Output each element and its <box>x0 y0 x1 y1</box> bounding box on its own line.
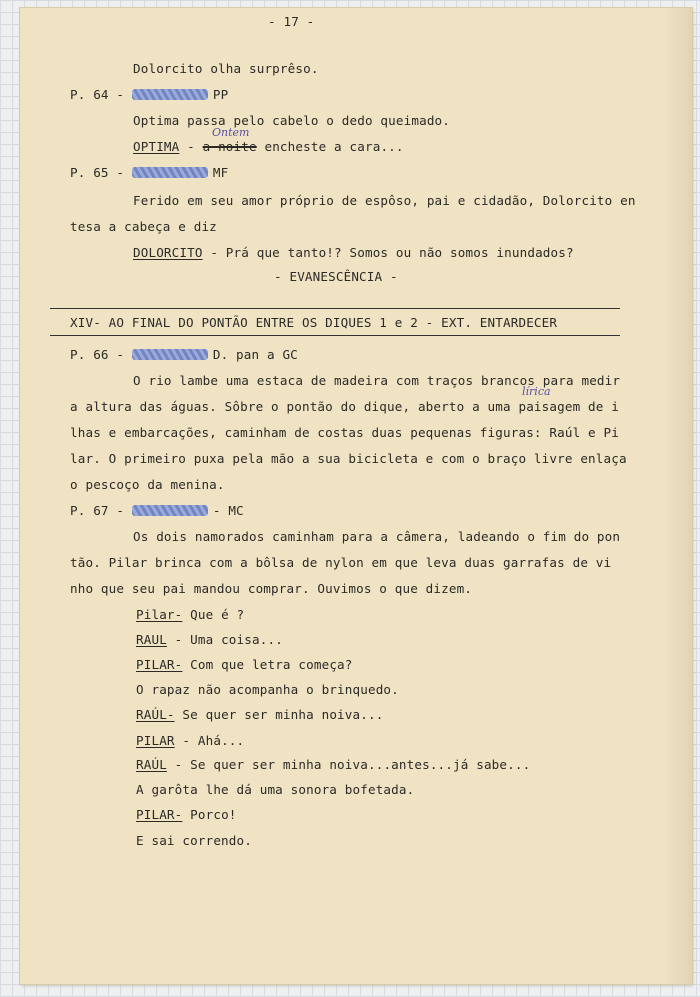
shot-number: P. 67 - <box>70 503 125 518</box>
redaction-mark <box>132 167 208 178</box>
dialogue-line <box>136 657 353 673</box>
shot-heading-67 <box>70 503 244 519</box>
dialogue-line <box>136 707 383 723</box>
action-line: Ferido em seu amor próprio de espôso, pai e cidadão, Dolorcito en <box>133 193 636 208</box>
page-number: - 17 - <box>268 14 315 29</box>
dialogue-line <box>136 607 244 623</box>
scene-rule-top <box>50 308 620 309</box>
shot-type: MF <box>212 165 229 180</box>
character-name: RAÚL- <box>136 707 175 722</box>
struck-text: a noite <box>202 139 257 154</box>
dialogue-line <box>136 632 283 648</box>
character-name: OPTIMA <box>133 139 180 154</box>
dialogue-line <box>136 757 530 773</box>
dialogue-line <box>133 139 404 155</box>
character-name: PILAR- <box>136 807 183 822</box>
dialogue-text: Se quer ser minha noiva... <box>182 707 384 722</box>
character-name: DOLORCITO <box>133 245 203 260</box>
action-line: o pescoço da menina. <box>70 477 225 492</box>
transition: - EVANESCÊNCIA - <box>274 269 398 284</box>
dialogue-separator: - <box>187 139 195 154</box>
dialogue-line <box>136 733 244 749</box>
scene-heading: XIV- AO FINAL DO PONTÃO ENTRE OS DIQUES 1 e 2 - EXT. ENTARDECER <box>70 315 558 330</box>
shot-number: P. 64 - <box>70 87 125 102</box>
action-line: Dolorcito olha surprêso. <box>133 61 319 76</box>
redaction-mark <box>132 505 208 516</box>
dialogue-text: - Ahá... <box>182 733 245 748</box>
shot-type: D. pan a GC <box>212 347 298 362</box>
action-line: nho que seu pai mandou comprar. Ouvimos o que dizem. <box>70 581 473 596</box>
character-name: RAÚL <box>136 757 167 772</box>
dialogue-line <box>136 807 237 823</box>
character-name: PILAR <box>136 733 175 748</box>
redaction-mark <box>132 349 208 360</box>
dialogue-text: - Se quer ser minha noiva...antes...já sabe... <box>174 757 531 772</box>
handwritten-annotation: Ontem <box>212 126 250 139</box>
shot-heading-66 <box>70 347 298 363</box>
dialogue-text: Porco! <box>190 807 237 822</box>
dialogue-text: - Uma coisa... <box>174 632 283 647</box>
shot-number: P. 66 - <box>70 347 125 362</box>
character-name: PILAR- <box>136 657 183 672</box>
action-line: a altura das águas. Sôbre o pontão do dique, aberto a uma paisagem de i <box>70 399 619 414</box>
action-line: tão. Pilar brinca com a bôlsa de nylon em que leva duas garrafas de vi <box>70 555 612 570</box>
action-line: A garôta lhe dá uma sonora bofetada. <box>136 782 415 797</box>
shot-heading-64 <box>70 87 228 103</box>
dialogue-text: - Prá que tanto!? Somos ou não somos inundados? <box>210 245 574 260</box>
dialogue-text: Que é ? <box>190 607 245 622</box>
shot-number: P. 65 - <box>70 165 125 180</box>
action-line: O rapaz não acompanha o brinquedo. <box>136 682 399 697</box>
dialogue-line <box>133 245 574 261</box>
action-line: Optima passa pelo cabelo o dedo queimado. <box>133 113 451 128</box>
action-line: E sai correndo. <box>136 833 252 848</box>
redaction-mark <box>132 89 208 100</box>
action-line: tesa a cabeça e diz <box>70 219 217 234</box>
action-line: Os dois namorados caminham para a câmera, ladeando o fim do pon <box>133 529 621 544</box>
shot-heading-65 <box>70 165 228 181</box>
action-line: lhas e embarcações, caminham de costas duas pequenas figuras: Raúl e Pi <box>70 425 619 440</box>
shot-type: - MC <box>212 503 244 518</box>
handwritten-annotation: lírica <box>522 385 551 398</box>
dialogue-text: Com que letra começa? <box>190 657 353 672</box>
action-line: O rio lambe uma estaca de madeira com traços brancos para medir <box>133 373 621 388</box>
action-line: lar. O primeiro puxa pela mão a sua bicicleta e com o braço livre enlaça <box>70 451 627 466</box>
shot-type: PP <box>212 87 229 102</box>
character-name: Pilar- <box>136 607 183 622</box>
scene-rule-bottom <box>50 335 620 336</box>
character-name: RAUL <box>136 632 167 647</box>
dialogue-text: encheste a cara... <box>264 139 404 154</box>
